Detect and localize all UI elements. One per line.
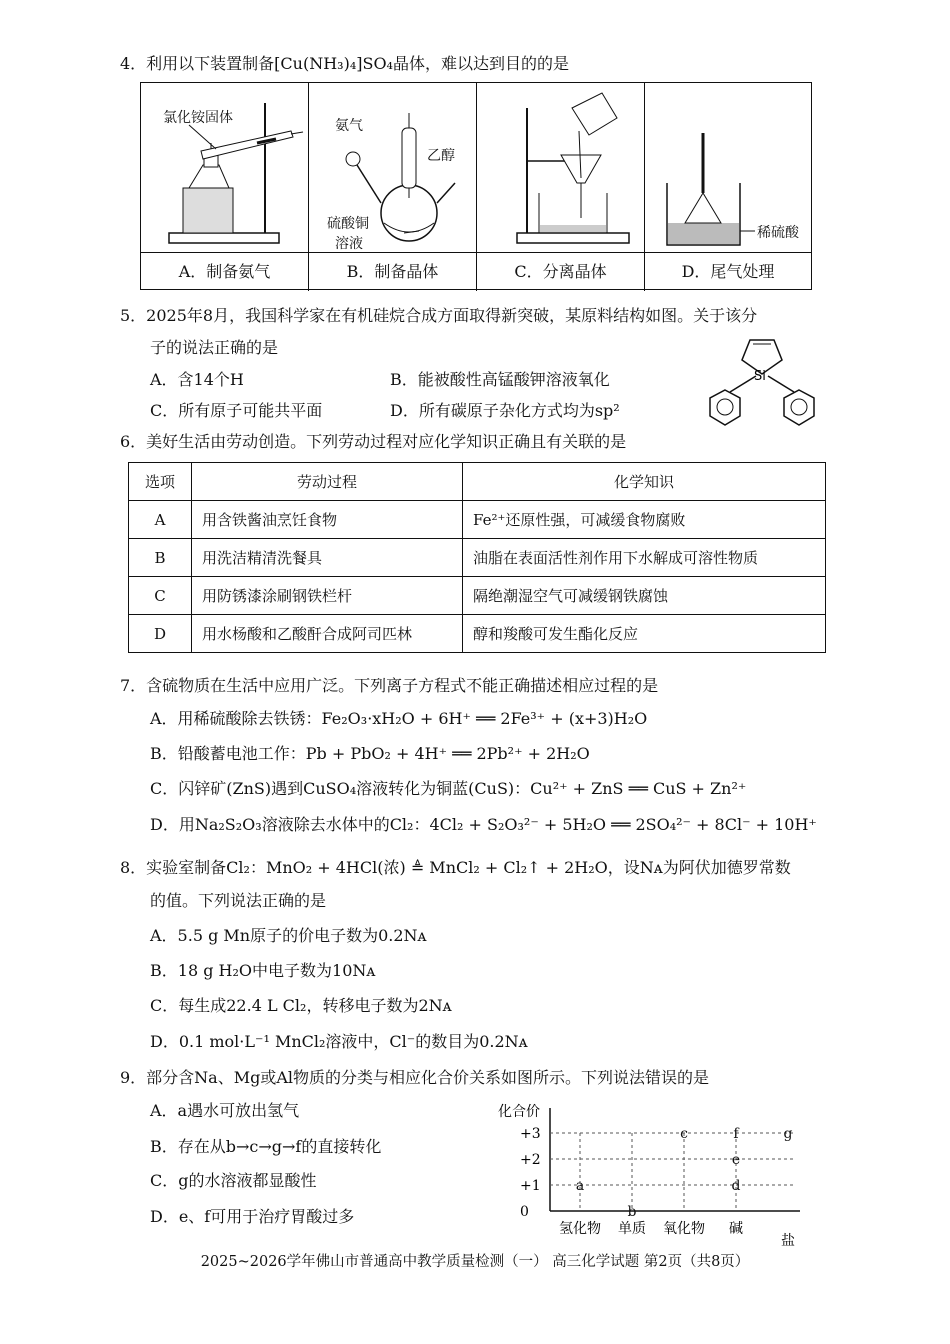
row-knowledge: 醇和羧酸可发生酯化反应: [463, 615, 826, 653]
q4-stem: 4．利用以下装置制备[Cu(NH₃)₄]SO₄晶体，难以达到目的的是: [120, 54, 569, 73]
data-point-c: c: [680, 1126, 688, 1142]
x-tick-label: 氢化物: [559, 1221, 601, 1237]
q7-option-c: C．闪锌矿(ZnS)遇到CuSO₄溶液转化为铜蓝(CuS)：Cu²⁺ + ZnS ══ CuS + Zn²⁺: [150, 779, 747, 798]
y-tick-label: +1: [520, 1178, 541, 1194]
chart-grid: [550, 1133, 795, 1211]
q5-option-b: B．能被酸性高锰酸钾溶液氧化: [390, 370, 610, 389]
label-solution: 溶液: [335, 236, 363, 252]
row-option: A: [129, 501, 192, 539]
q5-option-c: C．所有原子可能共平面: [150, 401, 323, 420]
row-option: B: [129, 539, 192, 577]
row-option: D: [129, 615, 192, 653]
q4-panel-b: [309, 83, 477, 291]
x-tick-label: 碱: [729, 1221, 743, 1237]
label-copper-sulfate: 硫酸铜: [327, 216, 369, 232]
y-tick-label: +3: [520, 1126, 541, 1142]
q9-option-b: B．存在从b→c→g→f的直接转化: [150, 1137, 382, 1156]
q9-option-c: C．g的水溶液都显酸性: [150, 1171, 317, 1190]
label-ammonia: 氨气: [335, 118, 363, 134]
header-labor: 劳动过程: [192, 463, 463, 501]
q7-option-d: D．用Na₂S₂O₃溶液除去水体中的Cl₂：4Cl₂ + S₂O₃²⁻ + 5H₂O ══ 2SO₄²⁻ + 8Cl⁻ + 10H⁺: [150, 815, 817, 834]
q4-panel-a: [141, 83, 309, 291]
chart-xticks: [559, 1220, 795, 1248]
x-tick-label: 盐: [781, 1233, 795, 1248]
q6-stem: 6．美好生活由劳动创造。下列劳动过程对应化学知识正确且有关联的是: [120, 432, 627, 451]
table-row: [129, 577, 826, 615]
data-point-f: f: [733, 1126, 739, 1142]
q8-option-d: D．0.1 mol·L⁻¹ MnCl₂溶液中，Cl⁻的数目为0.2Nᴀ: [150, 1032, 528, 1051]
table-row: [129, 501, 826, 539]
q4-caption-c: C．分离晶体: [477, 252, 644, 291]
x-tick-label: 单质: [618, 1221, 646, 1237]
row-labor: 用水杨酸和乙酸酐合成阿司匹林: [192, 615, 463, 653]
valence-chart: [490, 1098, 810, 1248]
q6-table: [128, 462, 826, 653]
silane-structure: [690, 330, 840, 430]
q4-panel-d: [645, 83, 811, 291]
q8-option-c: C．每生成22.4 L Cl₂，转移电子数为2Nᴀ: [150, 996, 452, 1015]
q8-stem-line1: 8．实验室制备Cl₂：MnO₂ + 4HCl(浓) ≜ MnCl₂ + Cl₂↑ + 2H₂O，设Nᴀ为阿伏加德罗常数: [120, 858, 791, 877]
y-tick-label: +2: [520, 1152, 541, 1168]
row-knowledge: 油脂在表面活性剂作用下水解成可溶性物质: [463, 539, 826, 577]
q4-panel-c: [477, 83, 645, 291]
data-point-b: b: [627, 1204, 637, 1220]
data-point-a: a: [575, 1178, 585, 1194]
q7-option-b: B．铅酸蓄电池工作：Pb + PbO₂ + 4H⁺ ══ 2Pb²⁺ + 2H₂O: [150, 744, 590, 763]
q8-stem-line2: 的值。下列说法正确的是: [150, 891, 327, 910]
data-point-d: d: [731, 1178, 741, 1194]
q7-option-a: A．用稀硫酸除去铁锈：Fe₂O₃·xH₂O + 6H⁺ ══ 2Fe³⁺ + (x+3)H₂O: [150, 709, 648, 728]
label-dilute-sulfuric-acid: 稀硫酸: [757, 225, 799, 241]
q7-stem: 7．含硫物质在生活中应用广泛。下列离子方程式不能正确描述相应过程的是: [120, 676, 659, 695]
table-header-row: [129, 463, 826, 501]
table-row: [129, 539, 826, 577]
page-footer: 2025~2026学年佛山市普通高中教学质量检测（一） 高三化学试题 第2页（共8页）: [200, 1254, 750, 1270]
label-ammonium-chloride: 氯化铵固体: [163, 110, 233, 126]
q4-caption-d: D．尾气处理: [645, 252, 811, 291]
q4-caption-a: A．制备氨气: [141, 252, 308, 291]
q5-option-d: D．所有碳原子杂化方式均为sp²: [390, 401, 620, 420]
row-knowledge: Fe²⁺还原性强，可减缓食物腐败: [463, 501, 826, 539]
q5-option-a: A．含14个H: [150, 370, 244, 389]
y-axis-label: 化合价: [498, 1104, 540, 1120]
filtration-drawing: [477, 83, 645, 253]
q9-option-d: D．e、f可用于治疗胃酸过多: [150, 1207, 355, 1226]
row-knowledge: 隔绝潮湿空气可减缓钢铁腐蚀: [463, 577, 826, 615]
header-option: 选项: [129, 463, 192, 501]
q5-stem-line2: 子的说法正确的是: [150, 338, 279, 357]
data-point-e: e: [731, 1152, 741, 1168]
x-tick-label: 氧化物: [663, 1221, 705, 1237]
label-ethanol: 乙醇: [427, 148, 455, 164]
si-atom-label: Si: [754, 369, 766, 384]
row-labor: 用含铁酱油烹饪食物: [192, 501, 463, 539]
chart-yticks: [520, 1126, 541, 1220]
row-labor: 用洗洁精清洗餐具: [192, 539, 463, 577]
data-point-g: g: [783, 1126, 793, 1142]
q8-option-b: B．18 g H₂O中电子数为10Nᴀ: [150, 961, 376, 980]
y-tick-label: 0: [520, 1204, 529, 1220]
q4-apparatus-grid: [140, 82, 812, 290]
q4-caption-b: B．制备晶体: [309, 252, 476, 291]
table-row: [129, 615, 826, 653]
q9-stem: 9．部分含Na、Mg或Al物质的分类与相应化合价关系如图所示。下列说法错误的是: [120, 1068, 710, 1087]
header-knowledge: 化学知识: [463, 463, 826, 501]
row-option: C: [129, 577, 192, 615]
q9-option-a: A．a遇水可放出氢气: [150, 1101, 300, 1120]
row-labor: 用防锈漆涂刷钢铁栏杆: [192, 577, 463, 615]
q8-option-a: A．5.5 g Mn原子的价电子数为0.2Nᴀ: [150, 926, 427, 945]
q5-stem-line1: 5．2025年8月，我国科学家在有机硅烷合成方面取得新突破，某原料结构如图。关于该分: [120, 306, 758, 325]
